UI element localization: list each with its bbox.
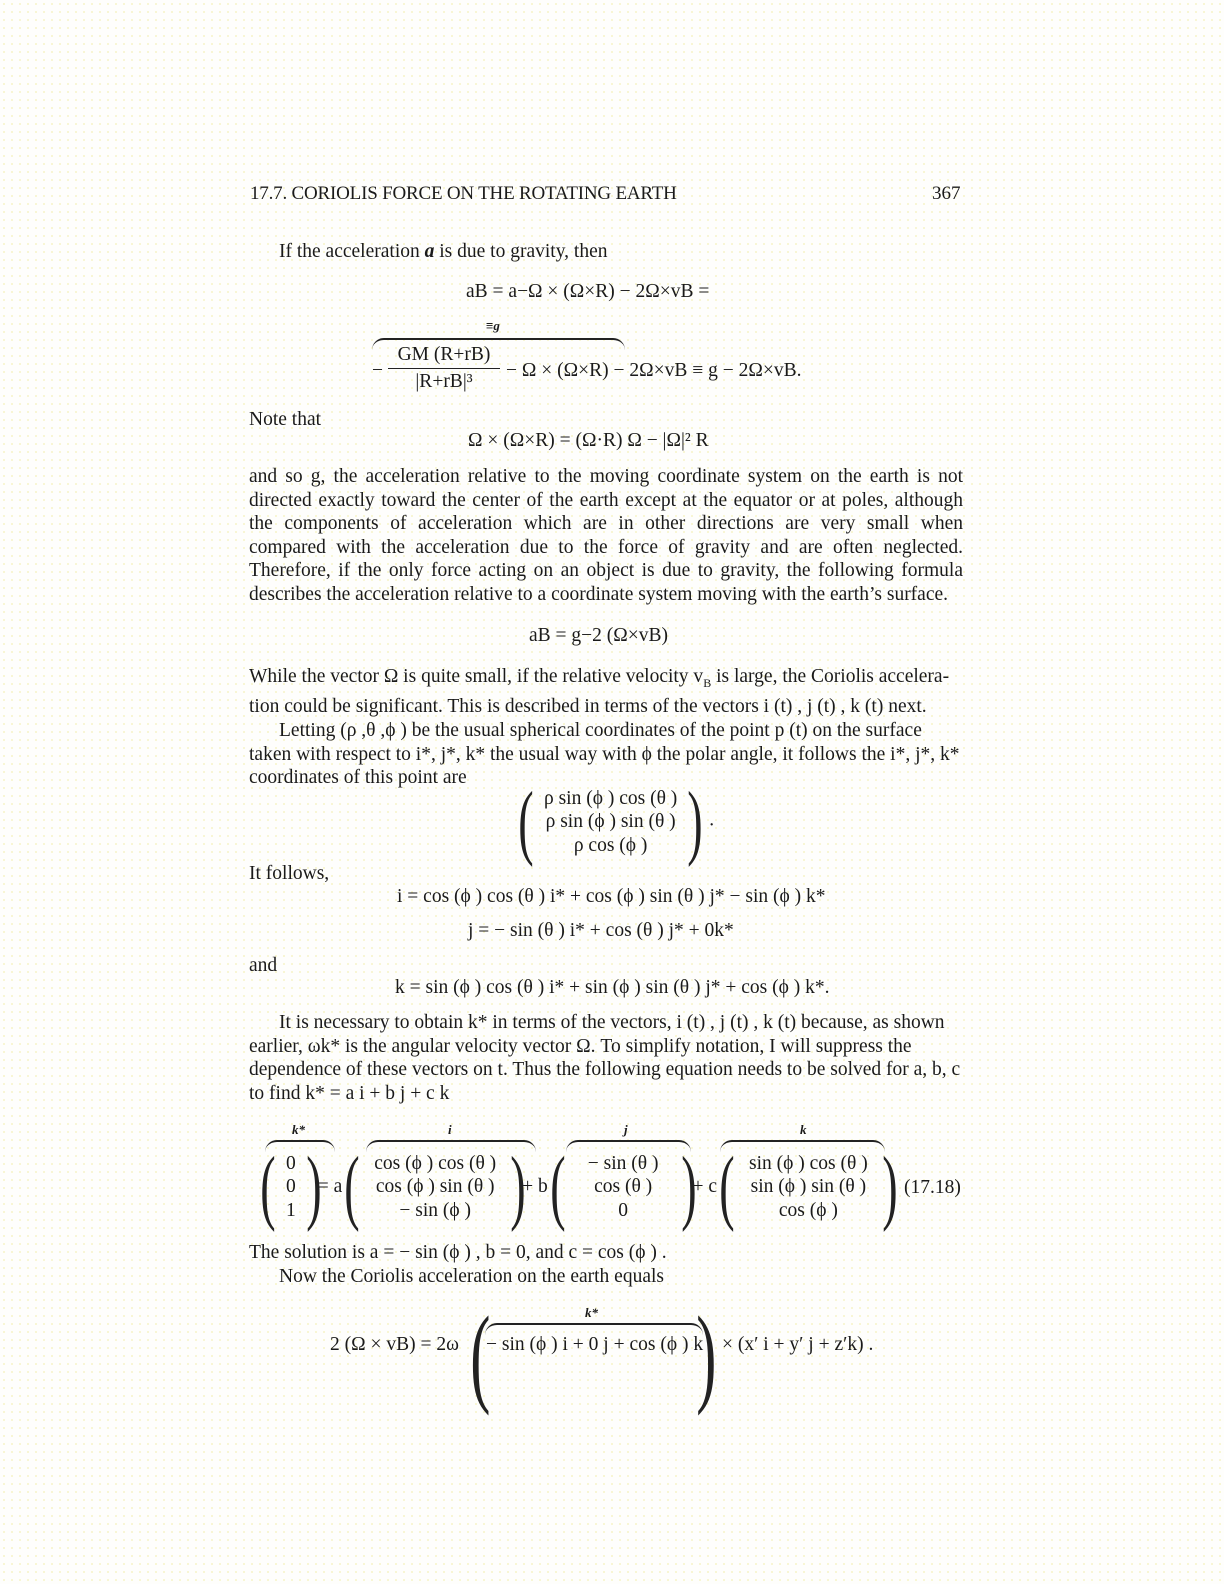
k-vector [749, 1152, 868, 1223]
kstar-2: 1 [285, 1199, 296, 1221]
coord-y: ρ sin (ϕ ) sin (θ ) [545, 811, 676, 833]
coordinates-column [544, 787, 677, 858]
k-vec-0: sin (ϕ ) cos (θ ) [749, 1152, 868, 1174]
and-label: and [249, 955, 278, 976]
page-number: 367 [932, 183, 961, 204]
equation-2: Ω × (Ω×R) = (Ω·R) Ω − |Ω|² R [468, 430, 709, 451]
now-text: Now the Coriolis acceleration on the earth equals [279, 1266, 664, 1287]
letting-text-3: coordinates of this point are [249, 767, 467, 789]
final-left-paren: ( [470, 1294, 491, 1416]
equation-1-line-1: aB = a−Ω × (Ω×R) − 2Ω×vB = [466, 281, 710, 302]
j-vec-2: 0 [618, 1199, 629, 1221]
necessary-text-1: It is necessary to obtain k* in terms of the vectors, i (t) , j (t) , k (t) because, as shown [279, 1012, 945, 1033]
kstar-0: 0 [285, 1152, 296, 1174]
equation-1-minus: − [372, 360, 383, 381]
note-that-label: Note that [249, 409, 322, 430]
label-i: i [448, 1122, 452, 1137]
paragraph-necessary [249, 1011, 963, 1105]
equation-k: k = sin (ϕ ) cos (θ ) i* + sin (ϕ ) sin (θ ) j* + cos (ϕ ) k*. [395, 977, 830, 998]
equation-17-18: ( 0 0 1 ) = a ( cos (ϕ ) cos (θ ) cos (ϕ ) sin (θ ) − sin (ϕ ) ) + b ( − sin (θ ) cos (θ ) 0 ) + c ( sin (ϕ ) cos (θ ) sin (ϕ ) sin (θ ) cos (ϕ ) ) [260, 1140, 898, 1233]
j-vector [588, 1152, 659, 1223]
necessary-text-4: to find k* = a i + b j + c k [249, 1082, 450, 1104]
j-vec-1: cos (θ ) [594, 1176, 653, 1198]
k-vec-1: sin (ϕ ) sin (θ ) [750, 1176, 867, 1198]
while-text-2: is large, the Coriolis accelera- [711, 666, 950, 687]
final-right-paren: ) [696, 1294, 717, 1416]
intro-text: If the acceleration [279, 241, 425, 262]
i-vec-0: cos (ϕ ) cos (θ ) [374, 1152, 497, 1174]
kstar-vector [286, 1152, 296, 1223]
coordinates-vector: ( ρ sin (ϕ ) cos (θ ) ρ sin (ϕ ) sin (θ ) ρ cos (ϕ ) ) . [518, 775, 715, 868]
equation-i: i = cos (ϕ ) cos (θ ) i* + cos (ϕ ) sin (θ ) j* − sin (ϕ ) k* [397, 886, 826, 907]
overbrace-label: ≡g [486, 318, 500, 333]
label-k: k [800, 1122, 807, 1137]
right-paren: ) [687, 775, 703, 868]
letting-text-1: Letting (ρ ,θ ,ϕ ) be the usual spherical coordinates of the point p (t) on the surface [279, 720, 922, 742]
equation-3: aB = g−2 (Ω×vB) [529, 625, 669, 646]
coef-a: = a [317, 1176, 343, 1197]
paragraph-and-so: and so g, the acceleration relative to the moving coordinate system on the earth is not directed exactly toward the center of the earth except at the equator or at poles, although the components of acceleration which are in other directions are very small when compared with the acceleration due to the force of gravity and are often neglected. Therefore, if the only force acting on an object is due to gravity, the following formula describes the acceleration relative to a coordinate system moving with the earth’s surface. [249, 466, 963, 605]
it-follows-label: It follows, [249, 863, 330, 884]
equation-1-fraction [388, 344, 500, 393]
equation-j: j = − sin (θ ) i* + cos (θ ) j* + 0k* [468, 920, 734, 941]
intro-paragraph [279, 240, 608, 264]
kstar-1: 0 [285, 1176, 296, 1198]
equation-1-line-2: − Ω × (Ω×R) − 2Ω×vB ≡ g − 2Ω×vB. [506, 360, 802, 381]
i-vec-1: cos (ϕ ) sin (θ ) [375, 1176, 495, 1198]
coef-b: + b [522, 1176, 548, 1197]
i-vector [374, 1152, 496, 1223]
left-paren: ( [518, 775, 534, 868]
paragraph-while: While the vector Ω is quite small, if the relative velocity $v_B$ is large, the Coriolis accelera- tion could be significant. This is described in terms of the vectors i (t) , j (t) , k (t) next. Letting (ρ ,θ ,ϕ ) be the usual spherical coordinates of the point p (t) on the surface taken with respect to i*, j*, k* the usual way with ϕ the polar angle, it follows the i*, j*, k* coordinates of this point are [249, 665, 963, 790]
final-overbrace [485, 1305, 703, 1333]
final-equation-rhs: × (x′ i + y′ j + z′k) . [722, 1334, 874, 1355]
letting-text-2: taken with respect to i*, j*, k* the usual way with ϕ the polar angle, it follows the i*, j*, k* [249, 743, 960, 765]
coord-z: ρ cos (ϕ ) [573, 834, 648, 856]
final-equation-lhs: 2 (Ω × vB) = 2ω [330, 1334, 459, 1355]
k-vec-2: cos (ϕ ) [778, 1199, 838, 1221]
while-text-1: While the vector Ω is quite small, if the relative velocity v [249, 666, 704, 687]
necessary-text-3: dependence of these vectors on t. Thus the following equation needs to be solved for a, b, c [249, 1059, 961, 1081]
final-inner: − sin (ϕ ) i + 0 j + cos (ϕ ) k [486, 1334, 704, 1355]
label-kstar: k* [292, 1122, 305, 1137]
j-vec-0: − sin (θ ) [587, 1152, 659, 1174]
fraction-denominator: |R+rB|³ [415, 371, 473, 392]
solution-text: The solution is a = − sin (ϕ ) , b = 0, and c = cos (ϕ ) . [249, 1242, 667, 1263]
running-header: 17.7. CORIOLIS FORCE ON THE ROTATING EARTH [250, 183, 677, 204]
coord-x: ρ sin (ϕ ) cos (θ ) [543, 787, 678, 809]
final-brace-label: k* [585, 1305, 598, 1320]
coef-c: + c [692, 1176, 718, 1197]
while-text-3: tion could be significant. This is described in terms of the vectors i (t) , j (t) , k (t) next. [249, 696, 927, 718]
intro-symbol: a [424, 241, 435, 262]
label-j: j [624, 1122, 628, 1137]
intro-text-end: is due to gravity, then [434, 241, 608, 262]
equation-number: (17.18) [904, 1177, 961, 1198]
i-vec-2: − sin (ϕ ) [399, 1199, 472, 1221]
fraction-numerator: GM (R+rB) [388, 344, 500, 369]
necessary-text-2: earlier, ωk* is the angular velocity vector Ω. To simplify notation, I will suppress the [249, 1035, 912, 1057]
